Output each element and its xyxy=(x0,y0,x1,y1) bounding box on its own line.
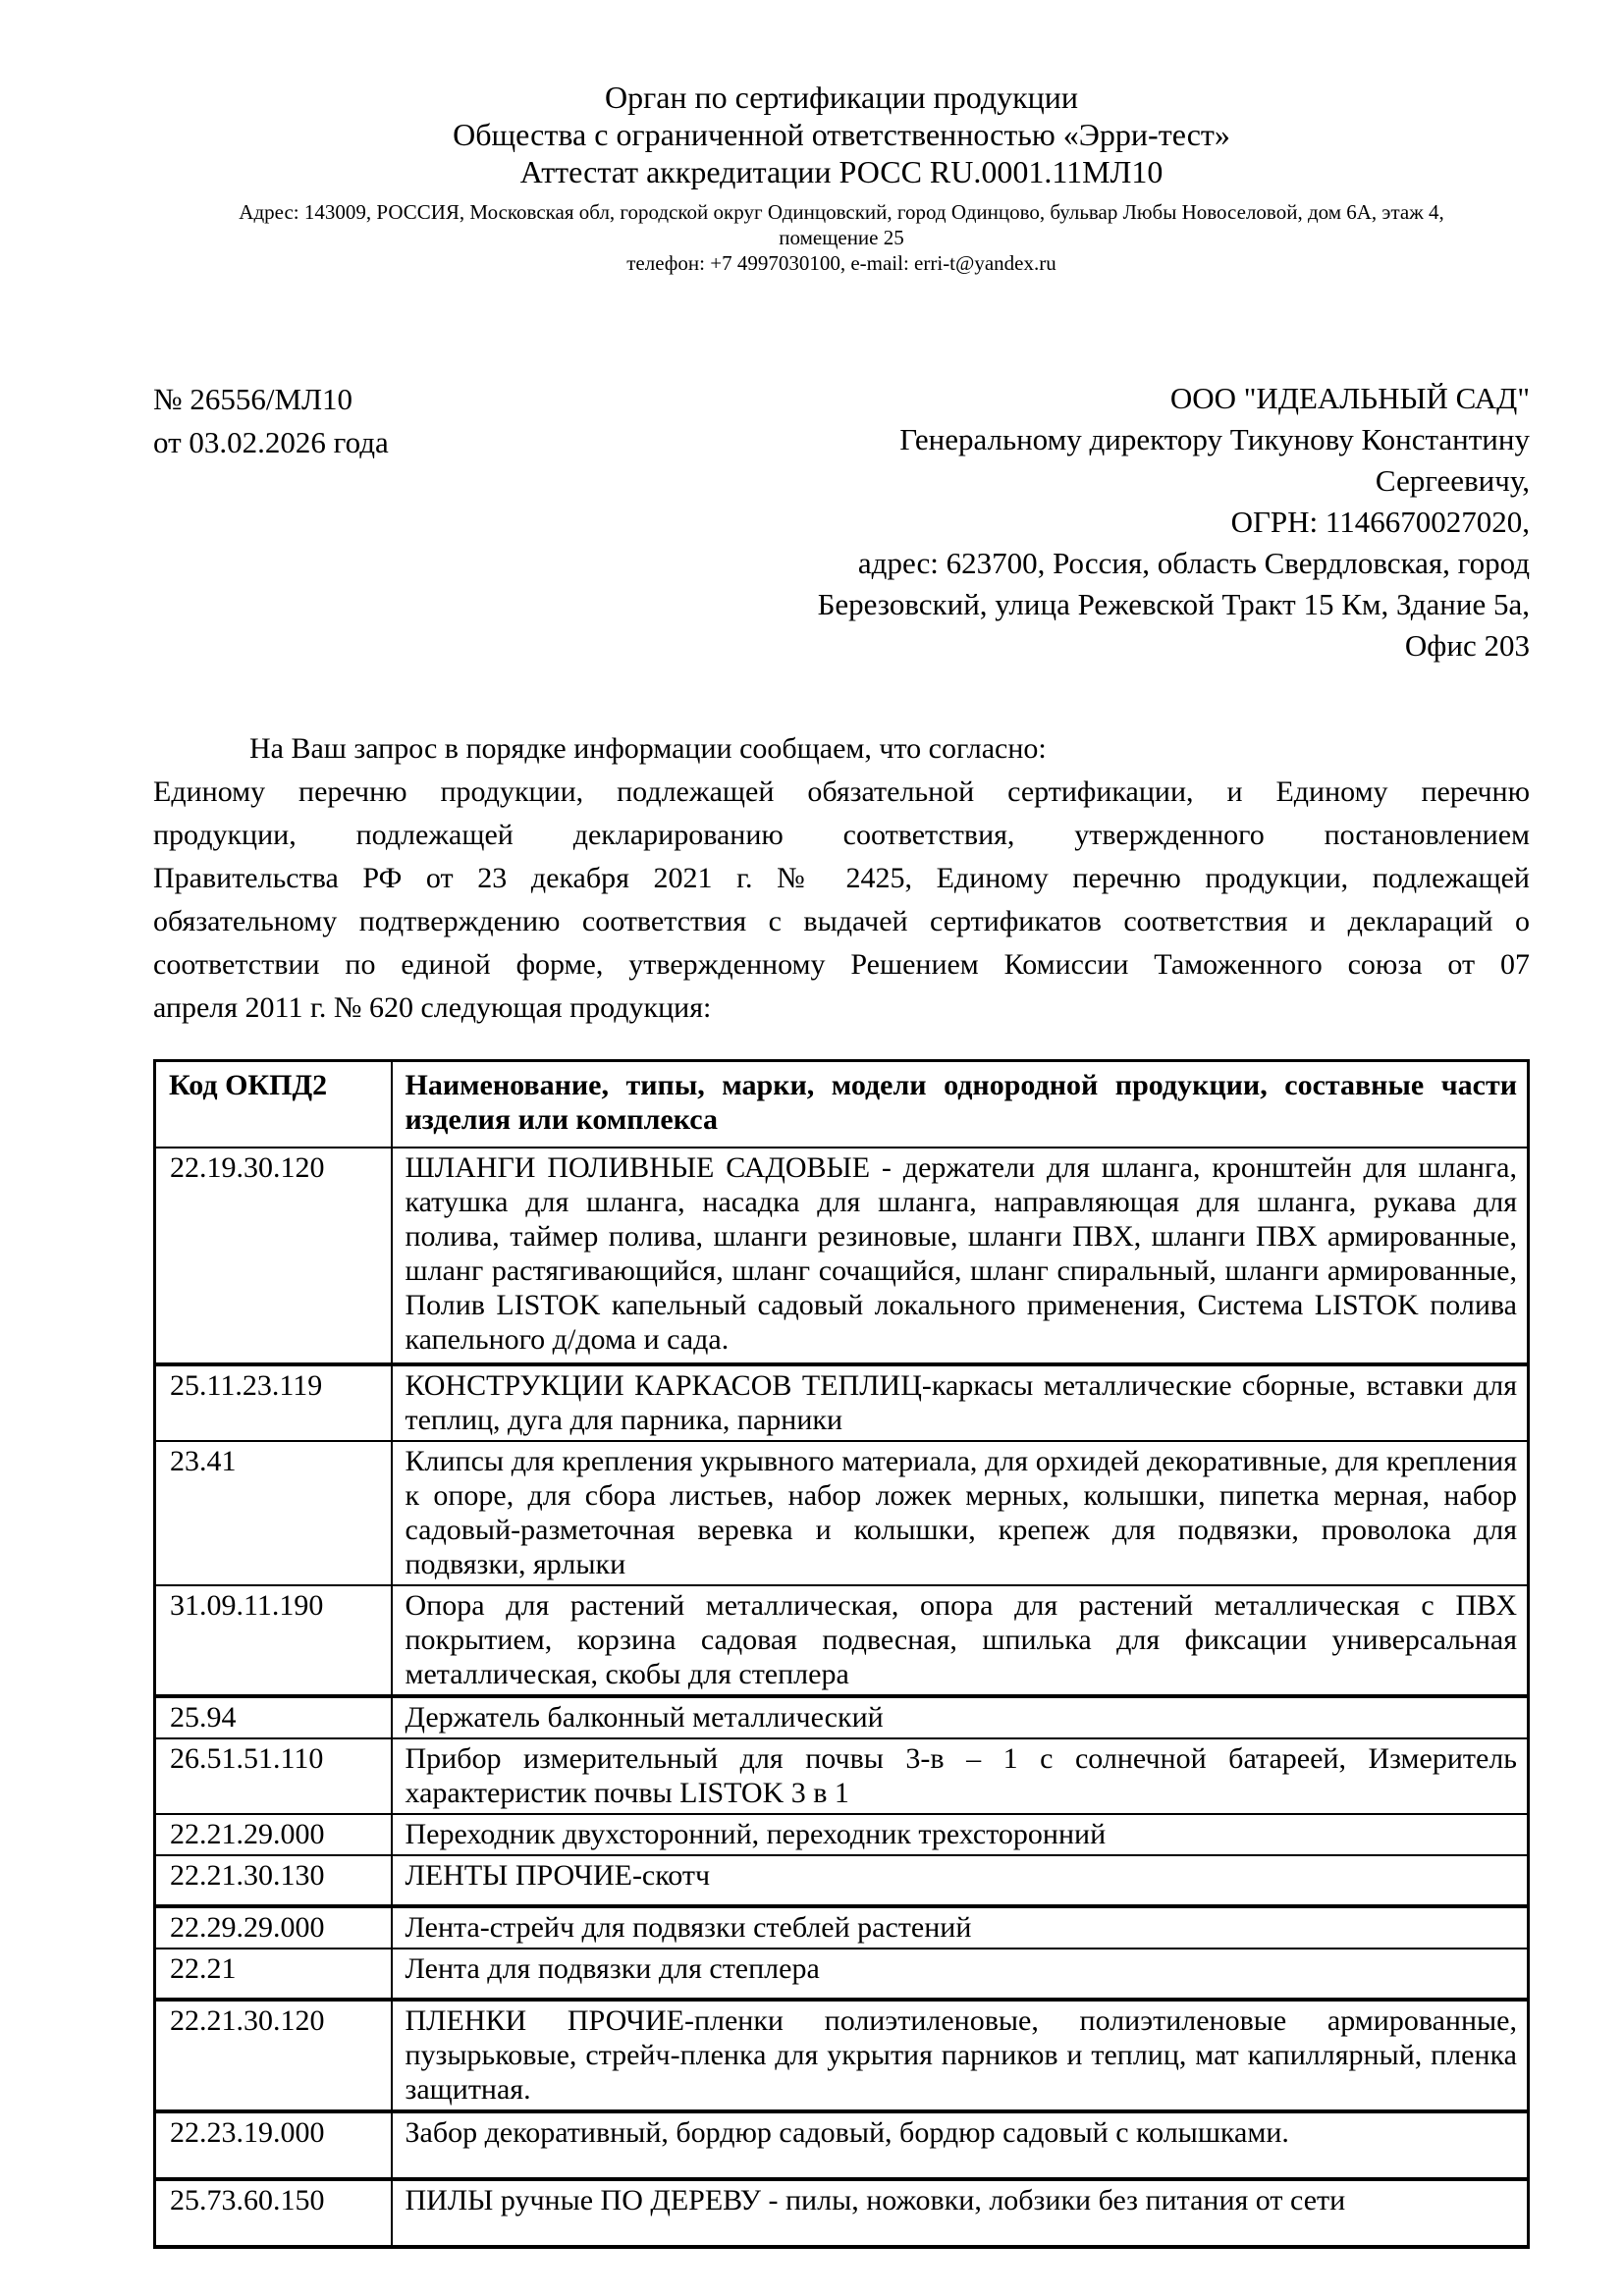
recipient-line: Офис 203 xyxy=(1404,628,1530,663)
okpd2-code: 22.29.29.000 xyxy=(155,1906,392,1949)
table-row xyxy=(155,1364,1529,1441)
body-line: Единому перечню продукции, подлежащей обязательной сертификации, и Единому перечню xyxy=(153,775,1530,808)
body-paragraph xyxy=(153,727,1530,1030)
table-row xyxy=(155,1949,1529,2000)
letterhead-address-line: помещение 25 xyxy=(779,226,904,249)
okpd2-code: 22.23.19.000 xyxy=(155,2111,392,2179)
product-description: ПЛЕНКИ ПРОЧИЕ-пленки полиэтиленовые, полиэтиленовые армированные, пузырьковые, стрейч-пленка для укрытия парников и теплиц, мат капиллярный, пленка защитная. xyxy=(392,2000,1529,2111)
table-header-row xyxy=(155,1061,1529,1148)
body-line: Правительства РФ от 23 декабря 2021 г. № 2425, Единому перечню продукции, подлежащей xyxy=(153,862,1530,894)
table-row xyxy=(155,2111,1529,2179)
product-description: Лента для подвязки для степлера xyxy=(392,1949,1529,2000)
okpd2-code: 31.09.11.190 xyxy=(155,1585,392,1696)
product-description: Опора для растений металлическая, опора для растений металлическая с ПВХ покрытием, корзина садовая подвесная, шпилька для фиксации универсальная металлическая, скобы для степлера xyxy=(392,1585,1529,1696)
table-row xyxy=(155,1148,1529,1364)
product-description: КОНСТРУКЦИИ КАРКАСОВ ТЕПЛИЦ-каркасы металлические сборные, вставки для теплиц, дуга для парника, парники xyxy=(392,1364,1529,1441)
okpd2-code: 22.21.30.120 xyxy=(155,2000,392,2111)
product-description: Лента-стрейч для подвязки стеблей растений xyxy=(392,1906,1529,1949)
table-row xyxy=(155,1906,1529,1949)
reference-recipient-row xyxy=(153,378,1530,667)
table-row xyxy=(155,2179,1529,2247)
okpd2-code: 23.41 xyxy=(155,1441,392,1585)
okpd2-code: 25.11.23.119 xyxy=(155,1364,392,1441)
recipient-line: Генеральному директору Тикунову Константину xyxy=(899,422,1530,456)
letterhead-org-line: Общества с ограниченной ответственностью «Эрри-тест» xyxy=(453,117,1230,152)
recipient-block xyxy=(818,378,1530,667)
okpd2-code: 25.73.60.150 xyxy=(155,2179,392,2247)
product-description: ШЛАНГИ ПОЛИВНЫЕ САДОВЫЕ - держатели для шланга, кронштейн для шланга, катушка для шланга, насадка для шланга, направляющая для шланга, рукава для полива, таймер полива, шланги резиновые, шланги ПВХ, шланги ПВХ армированные, шланг растягивающийся, шланг сочащийся, шланг спиральный, шланги армированные, Полив LISTOK капельный садовый локального применения, Система LISTOK полива капельного д/дома и сада. xyxy=(392,1148,1529,1364)
letterhead-contact-line: телефон: +7 4997030100, e-mail: erri-t@yandex.ru xyxy=(626,251,1056,275)
product-description: Переходник двухсторонний, переходник трехсторонний xyxy=(392,1814,1529,1855)
product-description: Забор декоративный, бордюр садовый, бордюр садовый с колышками. xyxy=(392,2111,1529,2179)
letterhead-address-line: Адрес: 143009, РОССИЯ, Московская обл, городской округ Одинцовский, город Одинцово, бульвар Любы Новоселовой, дом 6А, этаж 4, xyxy=(239,200,1444,224)
reference-block xyxy=(153,378,389,464)
recipient-line: адрес: 623700, Россия, область Свердловская, город xyxy=(857,546,1530,580)
recipient-line: Березовский, улица Режевской Тракт 15 Км, Здание 5а, xyxy=(817,587,1530,621)
letterhead-org-line: Аттестат аккредитации РОСС RU.0001.11МЛ10 xyxy=(519,154,1164,189)
okpd2-code: 22.21.30.130 xyxy=(155,1855,392,1906)
product-description: Клипсы для крепления укрывного материала, для орхидей декоративные, для крепления к опоре, для сбора листьев, набор ложек мерных, колышки, пипетка мерная, набор садовый-разметочная веревка и колышки, крепеж для подвязки, проволока для подвязки, ярлыки xyxy=(392,1441,1529,1585)
okpd2-code: 25.94 xyxy=(155,1696,392,1738)
okpd2-code: 22.21 xyxy=(155,1949,392,2000)
reference-number: № 26556/МЛ10 xyxy=(153,382,353,416)
body-line: соответствии по единой форме, утвержденному Решением Комиссии Таможенного союза от 07 xyxy=(153,948,1530,981)
table-row xyxy=(155,1814,1529,1855)
body-line: продукции, подлежащей декларированию соответствия, утвержденного постановлением xyxy=(153,819,1530,851)
table-row xyxy=(155,1585,1529,1696)
recipient-line: ООО "ИДЕАЛЬНЫЙ САД" xyxy=(1169,381,1530,415)
okpd2-code: 22.19.30.120 xyxy=(155,1148,392,1364)
body-last-line: апреля 2011 г. № 620 следующая продукция: xyxy=(153,991,712,1024)
table-row xyxy=(155,1441,1529,1585)
letterhead-address xyxy=(153,199,1530,276)
recipient-line: ОГРН: 1146670027020, xyxy=(1230,505,1530,539)
products-table xyxy=(153,1059,1530,2249)
product-description: ПИЛЫ ручные ПО ДЕРЕВУ - пилы, ножовки, лобзики без питания от сети xyxy=(392,2179,1529,2247)
letterhead-org-line: Орган по сертификации продукции xyxy=(604,80,1079,115)
okpd2-code: 22.21.29.000 xyxy=(155,1814,392,1855)
table-header-code: Код ОКПД2 xyxy=(155,1061,392,1148)
body-intro-line: На Ваш запрос в порядке информации сообщаем, что согласно: xyxy=(249,732,1047,765)
letterhead xyxy=(153,0,1530,276)
table-row xyxy=(155,1855,1529,1906)
product-description: Прибор измерительный для почвы 3-в – 1 с солнечной батареей, Измеритель характеристик почвы LISTOK 3 в 1 xyxy=(392,1738,1529,1814)
okpd2-code: 26.51.51.110 xyxy=(155,1738,392,1814)
table-row xyxy=(155,2000,1529,2111)
table-row xyxy=(155,1696,1529,1738)
product-description: Держатель балконный металлический xyxy=(392,1696,1529,1738)
recipient-line: Сергеевичу, xyxy=(1375,463,1530,498)
table-header-name: Наименование, типы, марки, модели однородной продукции, составные части изделия или комплекса xyxy=(392,1061,1529,1148)
body-line: обязательному подтверждению соответствия с выдачей сертификатов соответствия и деклараций о xyxy=(153,905,1530,937)
table-row xyxy=(155,1738,1529,1814)
reference-date: от 03.02.2026 года xyxy=(153,425,389,459)
product-description: ЛЕНТЫ ПРОЧИЕ-скотч xyxy=(392,1855,1529,1906)
